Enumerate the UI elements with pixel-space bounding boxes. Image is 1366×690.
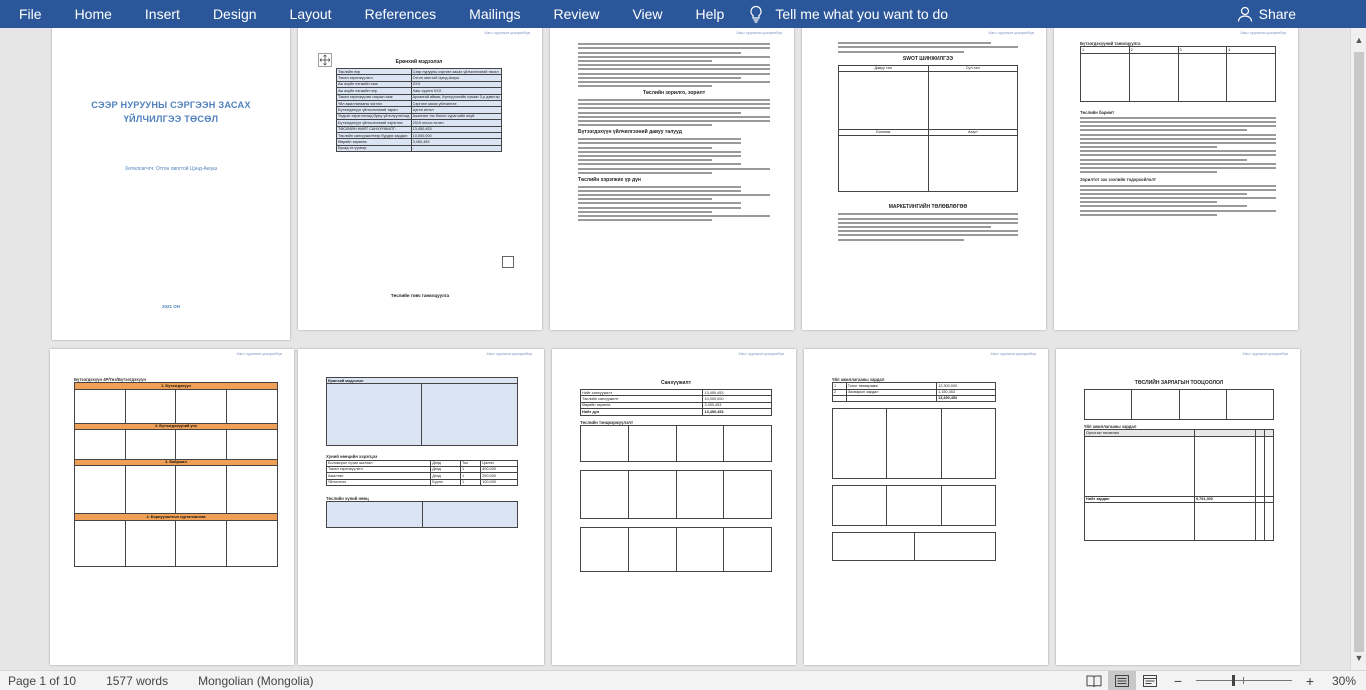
table-cell: Бүрэн (431, 479, 461, 485)
marketing-mix-title: Бүтээгдэхүүн 4P/Үнэ/Бүтээгдэхүүн (74, 377, 146, 382)
cost-table-1 (580, 470, 772, 519)
table-cell: Үйл ажиллагааны чиглэл (337, 101, 412, 107)
table-cell: Сэргээн засах үйлчилгээ (411, 101, 501, 107)
page-header: Хаш чуулгын цогцолбор (1240, 30, 1286, 35)
page-5[interactable] (1054, 28, 1298, 330)
target-market-heading: Зорилтот зах зээлийн тодорхойлолт (1080, 177, 1156, 183)
general-info-table (336, 68, 502, 152)
table-cell: Төсөл хэрэгжүүлэх газрын хаяг (337, 94, 412, 100)
page7-content (326, 377, 518, 528)
zoom-slider-thumb[interactable] (1232, 675, 1235, 686)
financing-table (580, 389, 772, 416)
tab-layout[interactable]: Layout (289, 6, 332, 22)
page-6[interactable] (50, 349, 294, 665)
page5-content (1080, 41, 1276, 218)
table-cell: Отгон овогтой Цэнд-Аюуш (411, 75, 501, 81)
table-cell: 3,450,453 (411, 139, 501, 145)
marketing-mix-table (74, 382, 278, 567)
page-count[interactable]: Page 1 of 10 (8, 673, 77, 688)
hr-needs-title: Хүний нөөцийн хэрэгцээ (326, 454, 378, 460)
table-cell: Үйлчилгээ (327, 479, 431, 485)
product-intro-title: Бүтээгдэхүүний танилцуулга (1080, 41, 1141, 46)
mix-section-3: 3. Байршил (75, 459, 278, 465)
table-cell: Боловсрол хүчин шатлал (327, 460, 431, 466)
table-cell: Архангай аймаг, Хүнхүүхэлэйн сүмын 3-р дэвсгэр (412, 95, 500, 100)
page-9[interactable] (804, 349, 1048, 665)
table-cell: Бүтээгдэхүүн үйлчилгээний төрөл (337, 107, 412, 113)
document-canvas[interactable] (0, 28, 1350, 670)
zoom-slider[interactable] (1196, 671, 1292, 690)
page-header: Хаш чуулгын цогцолбор (1242, 351, 1288, 356)
financing-total: 13,450,453 (703, 409, 772, 415)
ribbon-menu-bar (0, 0, 1366, 28)
staff-info-title: Ерөнхий мэдээлэл (327, 378, 518, 384)
read-mode-icon[interactable] (1080, 671, 1108, 690)
table-cell: 10,000,000 (703, 396, 772, 402)
mix-section-4: 4. Борлуулалтын сурталчилгаа (75, 514, 278, 520)
table-cell: Сээр нурууны сэргээн засах үйлчилгээний төсөл (411, 69, 501, 75)
table-cell: Дээд (431, 466, 461, 472)
table-cell: 13,450,453 (703, 390, 772, 396)
swot-title: SWOT ШИНЖИЛГЭЭ (902, 55, 954, 62)
table-row (327, 479, 518, 485)
cost-table-2 (580, 527, 772, 572)
section-goal: Төслийн зорилго, зорилт (642, 90, 706, 97)
table-cell: 1 (833, 383, 847, 389)
table-cell: Цалин (481, 460, 518, 466)
scroll-up-icon[interactable]: ▲ (1354, 35, 1364, 45)
project-staff-title: Төслийн хүний нөөц (326, 496, 369, 502)
tab-insert[interactable]: Insert (144, 6, 180, 22)
table-cell: 1 (460, 473, 480, 479)
expense-table-1 (1084, 389, 1274, 420)
utilities-table (832, 408, 996, 479)
page-header: Хаш чуулгын цогцолбор (486, 351, 532, 356)
table-cell: Төсөл хэрэгжүүлэгч (337, 75, 412, 81)
table-cell: Аж ахуйн нэгжийн хаяг (337, 81, 412, 87)
word-count[interactable]: 1577 words (106, 673, 169, 688)
cover-author: Хөтөлсөгчгч: Отгон овогтой Цэнд-Аюуш (124, 166, 218, 172)
staff-info-table (326, 377, 518, 446)
share-label: Share (1258, 6, 1296, 22)
page8-content (580, 377, 772, 572)
table-cell: 1,150,453 (937, 389, 996, 395)
cover-title-line1: СЭЭР НУРУУНЫ СЭРГЭЭН ЗАСАХ (91, 100, 251, 110)
product-table (1080, 46, 1276, 101)
operating-cost-title: Үйл ажиллагааны зардал (832, 377, 885, 382)
table-cell: Өөрийн хөрөнгө (581, 402, 703, 408)
product-col-1: 1 (1081, 47, 1130, 53)
table-cell: Засварын зардал (846, 389, 936, 395)
marketing-cost-table (832, 532, 996, 561)
zoom-out-button[interactable]: − (1173, 673, 1183, 689)
zoom-in-button[interactable]: + (1305, 673, 1315, 689)
cover-year: 2021 ОН (161, 304, 180, 309)
table-cell: Өөрийн хөрөнгө: (337, 139, 412, 145)
expense-calc-title: ТӨСЛИЙН ЗАРЛАГЫН ТООЦООЛОЛ (1134, 380, 1224, 386)
revenue-row-label: Орлогын төсөөлөл (1085, 430, 1195, 436)
table-cell: Аж ахуйн нэгжийн нэр (337, 88, 412, 94)
resize-handle[interactable] (502, 256, 514, 268)
page6-content (74, 377, 278, 567)
expense-table-2 (1084, 429, 1274, 541)
general-info-title: Ерөнхий мэдээлэл (395, 59, 443, 65)
swot-weaknesses: Сул тал (928, 65, 1018, 71)
table-cell: Цэгэн иглэл (411, 107, 501, 113)
marketing-title: МАРКЕТИНГИЙН ТӨЛӨВЛӨГӨӨ (888, 204, 968, 211)
tab-view[interactable]: View (632, 6, 663, 22)
vertical-scrollbar[interactable] (1350, 28, 1366, 670)
project-staff-table (326, 501, 518, 528)
page-8[interactable] (552, 349, 796, 665)
table-cell: - (411, 145, 501, 151)
table-cell: 250,000 (481, 473, 518, 479)
print-layout-icon[interactable] (1108, 671, 1136, 690)
table-cell: 2019 оноос эхлэн (411, 120, 501, 126)
swot-threats: Аюул (928, 129, 1018, 135)
depreciation-table (832, 485, 996, 526)
table-cell: Тоног төхөөрөмж (846, 383, 936, 389)
financing-total-label: Нийт дүн (581, 409, 703, 415)
table-cell: 100,000 (481, 479, 518, 485)
web-layout-icon[interactable] (1136, 671, 1164, 690)
scroll-down-icon[interactable]: ▼ (1354, 653, 1364, 663)
table-cell: 2 (833, 389, 847, 395)
balance-title: Төслийн тэнцвэржүүлэлт (580, 419, 634, 425)
balance-table (580, 425, 772, 462)
page-7[interactable] (298, 349, 544, 665)
tab-mailings[interactable]: Mailings (469, 6, 521, 22)
table-cell: Төсөл хэрэгжүүлэгч (327, 466, 431, 472)
table-cell: Төслийн санхүүжилтээр бүрдэх зардал: (337, 133, 412, 139)
tell-me-search[interactable] (747, 0, 948, 28)
page-4[interactable] (802, 28, 1046, 330)
table-cell: Үндсэн хэрэглэгчид буюу үйлчлүүлэгчид (338, 114, 410, 119)
table-cell: Ажилтан (327, 473, 431, 479)
table-cell: Бусад эх үүсвэр: (337, 145, 412, 151)
page-header: Хаш чуулгын цогцолбор (236, 351, 282, 356)
page9-content (832, 377, 996, 561)
status-bar (0, 670, 1366, 690)
tab-references[interactable]: References (364, 6, 437, 22)
table-cell: Хаш чуулга XXX (411, 88, 501, 94)
product-col-4: 4 (1227, 47, 1276, 53)
page-header: Хаш чуулгын цогцолбор (738, 351, 784, 356)
product-col-3: 3 (1178, 47, 1227, 53)
table-cell: Бүтээгдэхүүн үйлчилгээний хэрэглээ (337, 120, 412, 126)
table-cell: Төслийн санхүүжилт (581, 396, 703, 402)
operating-cost-table (832, 382, 996, 402)
tab-review[interactable]: Review (553, 6, 600, 22)
table-row (337, 145, 502, 151)
page10-content (1084, 377, 1274, 541)
page4-content (838, 40, 1018, 243)
cover-title-line2: ҮЙЛЧИЛГЭЭ ТӨСӨЛ (123, 114, 219, 124)
person-icon (1237, 6, 1253, 22)
language-indicator[interactable]: Mongolian (Mongolia) (198, 673, 314, 688)
summary-heading: Төслийн товч танилцуулга (390, 293, 450, 298)
table-cell: 400,000 (481, 466, 518, 472)
page-2[interactable] (298, 28, 542, 330)
table-cell: Ажилчин тэс болон сурагчийн ахуй (411, 113, 501, 119)
table-cell: 3,450,453 (703, 402, 772, 408)
table-cell: 12,300,000 (937, 383, 996, 389)
project-facts-heading: Төслийн баримт (1080, 109, 1115, 115)
total-expense: 9,791,300 (1195, 496, 1256, 502)
table-cell: 13,450,453 (411, 126, 501, 132)
tab-help[interactable]: Help (695, 6, 725, 22)
table-cell: Дээд (431, 460, 461, 466)
table-cell: XXX (411, 81, 501, 87)
page3-text (578, 41, 770, 223)
move-handle-icon[interactable] (318, 53, 332, 67)
section-results: Төслийн хэрэгжих үр дүн (578, 176, 641, 183)
zoom-level[interactable]: 30% (1331, 674, 1356, 688)
operating-cost-total: 13,450,453 (937, 395, 996, 401)
table-cell: 10,000,000 (411, 133, 501, 139)
page-header: Хаш чуулгын цогцолбор (736, 30, 782, 35)
page-1[interactable] (52, 28, 290, 340)
page-header: Хаш чуулгын цогцолбор (990, 351, 1036, 356)
lightbulb-icon (747, 5, 765, 23)
page-3[interactable] (550, 28, 794, 330)
total-expense-label: Нийт зардал (1085, 496, 1195, 502)
cover-title (52, 98, 290, 126)
mix-section-2: 2. Бүтээгдэхүүний үнэ (75, 423, 278, 429)
tab-file[interactable]: File (19, 6, 42, 22)
table-cell: 1 (460, 479, 480, 485)
table-cell: 1 (460, 466, 480, 472)
page-10[interactable] (1056, 349, 1300, 665)
tab-home[interactable]: Home (74, 6, 112, 22)
table-cell: Дээд (431, 473, 461, 479)
table-cell: Нийт санхүүжилт (581, 390, 703, 396)
tell-me-label: Tell me what you want to do (775, 6, 949, 22)
operating-expense-title: Үйл ажиллагааны зардал (1084, 424, 1137, 429)
financing-title: Санхүүжилт (660, 380, 692, 386)
swot-opportunities: Боломж (839, 129, 929, 135)
tab-design[interactable]: Design (212, 6, 257, 22)
share-button[interactable] (1237, 0, 1296, 28)
swot-strengths: Давуу тал (839, 65, 929, 71)
table-cell: ТӨСЛИЙН НИЙТ САНХҮҮЖИЛТ: (337, 126, 412, 132)
hr-table (326, 460, 518, 487)
scrollbar-thumb[interactable] (1354, 52, 1364, 652)
section-advantages: Бүтээгдэхүүн үйлчилгээний давуу талууд (578, 129, 682, 136)
table-cell: Төслийн нэр (337, 69, 412, 75)
table-cell: Тоо (460, 460, 480, 466)
page-header: Хаш чуулгын цогцолбор (484, 30, 530, 35)
product-col-2: 2 (1129, 47, 1178, 53)
page-header: Хаш чуулгын цогцолбор (988, 30, 1034, 35)
swot-table (838, 65, 1018, 193)
mix-section-1: 1. Бүтээгдэхүүн (75, 383, 278, 389)
